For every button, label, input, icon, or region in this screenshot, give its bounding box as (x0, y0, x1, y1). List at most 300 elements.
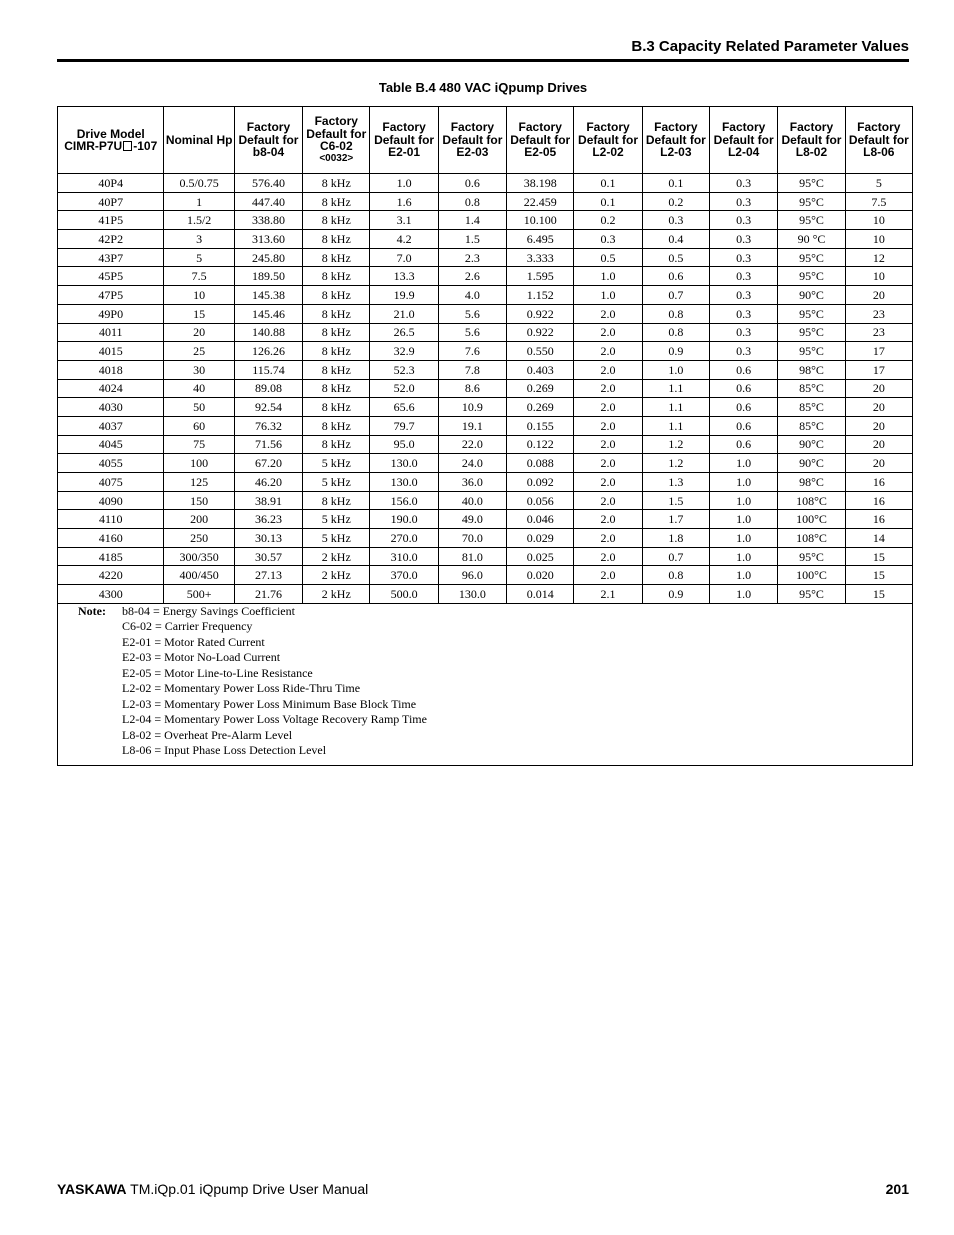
table-cell: 15 (845, 547, 912, 566)
table-cell: 0.7 (642, 286, 709, 305)
header-l2-03: Factory Default for L2-03 (642, 107, 709, 174)
table-cell: 0.5/0.75 (164, 174, 234, 193)
note-line: C6-02 = Carrier Frequency (122, 619, 253, 634)
table-cell: 2.0 (574, 435, 642, 454)
table-cell: 1.2 (642, 454, 709, 473)
table-cell: 4015 (58, 342, 164, 361)
table-cell: 7.5 (845, 192, 912, 211)
table-cell: 95°C (778, 267, 845, 286)
note-line: L2-03 = Momentary Power Loss Minimum Base Block Time (122, 696, 417, 711)
table-cell: 100°C (778, 510, 845, 529)
table-cell: 8 kHz (303, 323, 370, 342)
table-row (58, 435, 913, 454)
note-line: L2-02 = Momentary Power Loss Ride-Thru Time (122, 681, 361, 696)
table-cell: 270.0 (370, 529, 438, 548)
note-line: E2-05 = Motor Line-to-Line Resistance (122, 665, 313, 680)
table-cell: 4090 (58, 491, 164, 510)
table-cell: 1.5 (438, 230, 506, 249)
table-cell: 8 kHz (303, 286, 370, 305)
table-row (58, 211, 913, 230)
table-cell: 0.2 (574, 211, 642, 230)
table-cell: 0.014 (507, 585, 574, 604)
table-row (58, 416, 913, 435)
table-cell: 65.6 (370, 398, 438, 417)
table-cell: 2 kHz (303, 585, 370, 604)
table-cell: 60 (164, 416, 234, 435)
table-cell: 0.3 (710, 342, 778, 361)
table-cell: 0.403 (507, 360, 574, 379)
table-cell: 41P5 (58, 211, 164, 230)
table-cell: 8 kHz (303, 211, 370, 230)
header-drive-model (58, 107, 164, 174)
table-cell: 8 kHz (303, 342, 370, 361)
section-title: B.3 Capacity Related Parameter Values (631, 38, 909, 55)
table-cell: 4037 (58, 416, 164, 435)
table-cell: 200 (164, 510, 234, 529)
table-cell: 24.0 (438, 454, 506, 473)
table-cell: 20 (845, 286, 912, 305)
table-cell: 4160 (58, 529, 164, 548)
table-cell: 38.91 (234, 491, 302, 510)
table-cell: 25 (164, 342, 234, 361)
table-cell: 23 (845, 304, 912, 323)
table-row (58, 379, 913, 398)
table-cell: 1.0 (710, 491, 778, 510)
table-caption: Table B.4 480 VAC iQpump Drives (378, 80, 588, 95)
table-cell: 4300 (58, 585, 164, 604)
table-cell: 8 kHz (303, 360, 370, 379)
table-cell: 96.0 (438, 566, 506, 585)
footer-brand: YASKAWA (57, 1181, 127, 1197)
table-cell: 0.922 (507, 323, 574, 342)
table-cell: 47P5 (58, 286, 164, 305)
table-cell: 1.5 (642, 491, 709, 510)
table-cell: 10 (845, 230, 912, 249)
table-cell: 1.0 (710, 585, 778, 604)
table-cell: 40.0 (438, 491, 506, 510)
table-cell: 5 (845, 174, 912, 193)
table-cell: 90°C (778, 286, 845, 305)
table-header-row (58, 107, 913, 174)
table-cell: 98°C (778, 473, 845, 492)
table-cell: 40 (164, 379, 234, 398)
table-cell: 4220 (58, 566, 164, 585)
table-cell: 245.80 (234, 248, 302, 267)
table-cell: 0.8 (642, 304, 709, 323)
table-cell: 1.0 (710, 529, 778, 548)
header-l2-04: Factory Default for L2-04 (710, 107, 778, 174)
table-cell: 49P0 (58, 304, 164, 323)
header-drive-model-suffix: -107 (133, 139, 158, 153)
table-cell: 0.3 (574, 230, 642, 249)
table-cell: 250 (164, 529, 234, 548)
table-cell: 1.6 (370, 192, 438, 211)
table-cell: 156.0 (370, 491, 438, 510)
table-cell: 0.6 (710, 379, 778, 398)
table-cell: 500.0 (370, 585, 438, 604)
table-row (58, 529, 913, 548)
table-cell: 67.20 (234, 454, 302, 473)
footer-manual-title (57, 1181, 368, 1197)
table-cell: 0.550 (507, 342, 574, 361)
parameter-table (57, 106, 913, 766)
table-cell: 45P5 (58, 267, 164, 286)
footer-page-number: 201 (885, 1181, 909, 1197)
table-cell: 89.08 (234, 379, 302, 398)
table-cell: 1.1 (642, 398, 709, 417)
table-cell: 150 (164, 491, 234, 510)
table-cell: 16 (845, 491, 912, 510)
table-cell: 10.100 (507, 211, 574, 230)
table-cell: 3.333 (507, 248, 574, 267)
table-cell: 2.0 (574, 323, 642, 342)
table-cell: 5.6 (438, 304, 506, 323)
table-cell: 0.3 (642, 211, 709, 230)
table-cell: 7.6 (438, 342, 506, 361)
table-cell: 0.5 (574, 248, 642, 267)
note-line: L2-04 = Momentary Power Loss Voltage Recovery Ramp Time (122, 712, 427, 727)
table-cell: 2.0 (574, 547, 642, 566)
header-e2-03: Factory Default for E2-03 (438, 107, 506, 174)
table-cell: 17 (845, 342, 912, 361)
table-cell: 2.0 (574, 360, 642, 379)
table-cell: 0.269 (507, 379, 574, 398)
table-cell: 8 kHz (303, 248, 370, 267)
table-cell: 52.0 (370, 379, 438, 398)
table-cell: 0.046 (507, 510, 574, 529)
table-cell: 5.6 (438, 323, 506, 342)
table-cell: 447.40 (234, 192, 302, 211)
table-cell: 1.0 (710, 547, 778, 566)
table-cell: 7.0 (370, 248, 438, 267)
table-cell: 95°C (778, 174, 845, 193)
table-cell: 4055 (58, 454, 164, 473)
table-cell: 5 (164, 248, 234, 267)
table-cell: 0.029 (507, 529, 574, 548)
table-cell: 2.0 (574, 510, 642, 529)
table-cell: 36.0 (438, 473, 506, 492)
table-row (58, 360, 913, 379)
table-cell: 115.74 (234, 360, 302, 379)
table-cell: 100 (164, 454, 234, 473)
table-cell: 1.2 (642, 435, 709, 454)
table-cell: 5 kHz (303, 510, 370, 529)
table-cell: 2.0 (574, 416, 642, 435)
table-cell: 71.56 (234, 435, 302, 454)
table-cell: 130.0 (370, 473, 438, 492)
notes-row (58, 603, 913, 765)
table-cell: 130.0 (438, 585, 506, 604)
table-row (58, 230, 913, 249)
table-cell: 38.198 (507, 174, 574, 193)
table-cell: 15 (845, 585, 912, 604)
header-l8-02: Factory Default for L8-02 (778, 107, 845, 174)
note-line: E2-03 = Motor No-Load Current (122, 650, 281, 665)
table-cell: 1.4 (438, 211, 506, 230)
table-cell: 40P4 (58, 174, 164, 193)
table-cell: 0.9 (642, 585, 709, 604)
table-cell: 2 kHz (303, 566, 370, 585)
table-cell: 0.3 (710, 192, 778, 211)
table-cell: 21.76 (234, 585, 302, 604)
header-l8-06: Factory Default for L8-06 (845, 107, 912, 174)
table-row (58, 174, 913, 193)
table-cell: 3 (164, 230, 234, 249)
table-cell: 1.152 (507, 286, 574, 305)
table-row (58, 547, 913, 566)
table-cell: 1.0 (574, 267, 642, 286)
table-cell: 90°C (778, 454, 845, 473)
table-cell: 0.020 (507, 566, 574, 585)
table-cell: 145.38 (234, 286, 302, 305)
table-cell: 0.4 (642, 230, 709, 249)
table-cell: 0.269 (507, 398, 574, 417)
table-cell: 108°C (778, 529, 845, 548)
table-cell: 46.20 (234, 473, 302, 492)
table-cell: 95°C (778, 547, 845, 566)
header-c6-02 (303, 107, 370, 174)
table-cell: 95°C (778, 248, 845, 267)
table-cell: 98°C (778, 360, 845, 379)
table-cell: 0.3 (710, 267, 778, 286)
table-cell: 2.0 (574, 473, 642, 492)
table-cell: 8 kHz (303, 174, 370, 193)
table-row (58, 473, 913, 492)
table-cell: 21.0 (370, 304, 438, 323)
table-cell: 10 (164, 286, 234, 305)
footer-manual-name: TM.iQp.01 iQpump Drive User Manual (126, 1181, 369, 1197)
table-cell: 52.3 (370, 360, 438, 379)
table-cell: 7.8 (438, 360, 506, 379)
table-cell: 2.0 (574, 304, 642, 323)
table-cell: 0.3 (710, 174, 778, 193)
table-cell: 90°C (778, 435, 845, 454)
table-cell: 50 (164, 398, 234, 417)
table-cell: 5 kHz (303, 454, 370, 473)
table-row (58, 304, 913, 323)
table-cell: 338.80 (234, 211, 302, 230)
header-drive-model-line1: Drive Model (76, 126, 145, 141)
table-cell: 0.2 (642, 192, 709, 211)
table-cell: 20 (845, 416, 912, 435)
table-cell: 0.3 (710, 323, 778, 342)
table-cell: 1.1 (642, 416, 709, 435)
table-cell: 4075 (58, 473, 164, 492)
header-nominal-hp: Nominal Hp (164, 107, 234, 174)
table-cell: 10 (845, 211, 912, 230)
table-cell: 2.6 (438, 267, 506, 286)
table-cell: 0.5 (642, 248, 709, 267)
table-cell: 1.7 (642, 510, 709, 529)
table-cell: 0.3 (710, 286, 778, 305)
table-cell: 12 (845, 248, 912, 267)
table-cell: 3.1 (370, 211, 438, 230)
table-cell: 19.9 (370, 286, 438, 305)
table-cell: 43P7 (58, 248, 164, 267)
table-cell: 8 kHz (303, 304, 370, 323)
table-cell: 0.122 (507, 435, 574, 454)
table-cell: 500+ (164, 585, 234, 604)
table-row (58, 566, 913, 585)
table-cell: 42P2 (58, 230, 164, 249)
table-cell: 8.6 (438, 379, 506, 398)
table-cell: 85°C (778, 416, 845, 435)
table-cell: 0.6 (642, 267, 709, 286)
table-cell: 8 kHz (303, 491, 370, 510)
table-cell: 0.1 (642, 174, 709, 193)
table-body (58, 174, 913, 604)
table-cell: 92.54 (234, 398, 302, 417)
table-cell: 0.056 (507, 491, 574, 510)
table-cell: 100°C (778, 566, 845, 585)
notes-block (58, 604, 912, 759)
table-row (58, 510, 913, 529)
table-cell: 95°C (778, 585, 845, 604)
table-cell: 108°C (778, 491, 845, 510)
table-cell: 4185 (58, 547, 164, 566)
table-cell: 0.6 (710, 398, 778, 417)
table-row (58, 585, 913, 604)
table-cell: 70.0 (438, 529, 506, 548)
table-cell: 2.0 (574, 342, 642, 361)
table-cell: 1.0 (574, 286, 642, 305)
table-cell: 23 (845, 323, 912, 342)
table-cell: 17 (845, 360, 912, 379)
notes-list (122, 604, 427, 759)
table-cell: 310.0 (370, 547, 438, 566)
table-cell: 1.0 (710, 566, 778, 585)
table-cell: 2.1 (574, 585, 642, 604)
table-cell: 0.8 (642, 323, 709, 342)
table-cell: 10 (845, 267, 912, 286)
table-cell: 90 °C (778, 230, 845, 249)
table-cell: 7.5 (164, 267, 234, 286)
table-cell: 125 (164, 473, 234, 492)
table-cell: 30 (164, 360, 234, 379)
table-cell: 1.0 (642, 360, 709, 379)
note-line: b8-04 = Energy Savings Coefficient (122, 603, 295, 618)
table-row (58, 454, 913, 473)
table-cell: 8 kHz (303, 379, 370, 398)
notes-label: Note: (78, 603, 106, 618)
table-cell: 14 (845, 529, 912, 548)
table-cell: 0.092 (507, 473, 574, 492)
table-cell: 15 (845, 566, 912, 585)
table-cell: 190.0 (370, 510, 438, 529)
table-cell: 0.8 (438, 192, 506, 211)
header-drive-model-prefix: CIMR-P7U (64, 139, 123, 153)
table-cell: 0.155 (507, 416, 574, 435)
table-cell: 32.9 (370, 342, 438, 361)
table-cell: 40P7 (58, 192, 164, 211)
table-cell: 1.5/2 (164, 211, 234, 230)
table-cell: 300/350 (164, 547, 234, 566)
table-cell: 0.6 (438, 174, 506, 193)
table-cell: 6.495 (507, 230, 574, 249)
table-cell: 2.3 (438, 248, 506, 267)
table-cell: 22.0 (438, 435, 506, 454)
table-cell: 2.0 (574, 491, 642, 510)
header-drive-model-line2 (58, 140, 163, 153)
table-cell: 30.57 (234, 547, 302, 566)
table-cell: 0.6 (710, 360, 778, 379)
table-cell: 1.8 (642, 529, 709, 548)
table-cell: 0.9 (642, 342, 709, 361)
table-row (58, 286, 913, 305)
table-cell: 189.50 (234, 267, 302, 286)
table-cell: 0.6 (710, 416, 778, 435)
table-cell: 1.0 (710, 454, 778, 473)
table-cell: 2.0 (574, 379, 642, 398)
header-c6-02-main: Factory Default for C6-02 (306, 114, 367, 153)
table-cell: 2.0 (574, 529, 642, 548)
table-cell: 19.1 (438, 416, 506, 435)
table-cell: 75 (164, 435, 234, 454)
table-cell: 95°C (778, 342, 845, 361)
table-cell: 0.3 (710, 248, 778, 267)
table-cell: 22.459 (507, 192, 574, 211)
table-cell: 20 (164, 323, 234, 342)
table-cell: 2.0 (574, 566, 642, 585)
header-b8-04: Factory Default for b8-04 (234, 107, 302, 174)
table-cell: 130.0 (370, 454, 438, 473)
table-cell: 10.9 (438, 398, 506, 417)
table-cell: 4030 (58, 398, 164, 417)
table-cell: 30.13 (234, 529, 302, 548)
table-cell: 1 (164, 192, 234, 211)
table-cell: 5 kHz (303, 529, 370, 548)
header-e2-01: Factory Default for E2-01 (370, 107, 438, 174)
table-cell: 76.32 (234, 416, 302, 435)
table-cell: 400/450 (164, 566, 234, 585)
table-cell: 8 kHz (303, 398, 370, 417)
table-cell: 313.60 (234, 230, 302, 249)
table-cell: 81.0 (438, 547, 506, 566)
table-cell: 2.0 (574, 454, 642, 473)
table-cell: 0.025 (507, 547, 574, 566)
table-cell: 13.3 (370, 267, 438, 286)
table-cell: 4.2 (370, 230, 438, 249)
table-cell: 16 (845, 510, 912, 529)
header-c6-02-tag: <0032> (319, 152, 354, 164)
table-row (58, 192, 913, 211)
table-row (58, 398, 913, 417)
table-cell: 36.23 (234, 510, 302, 529)
table-cell: 95°C (778, 211, 845, 230)
table-cell: 0.3 (710, 211, 778, 230)
table-cell: 0.3 (710, 230, 778, 249)
table-cell: 145.46 (234, 304, 302, 323)
table-cell: 0.1 (574, 192, 642, 211)
table-cell: 4018 (58, 360, 164, 379)
table-cell: 0.1 (574, 174, 642, 193)
table-cell: 2 kHz (303, 547, 370, 566)
table-cell: 4.0 (438, 286, 506, 305)
table-cell: 95.0 (370, 435, 438, 454)
header-e2-05: Factory Default for E2-05 (507, 107, 574, 174)
table-cell: 20 (845, 454, 912, 473)
table-cell: 20 (845, 379, 912, 398)
table-cell: 95°C (778, 304, 845, 323)
table-cell: 1.595 (507, 267, 574, 286)
table-cell: 0.088 (507, 454, 574, 473)
table-cell: 1.1 (642, 379, 709, 398)
table-row (58, 323, 913, 342)
table-cell: 8 kHz (303, 435, 370, 454)
table-cell: 0.922 (507, 304, 574, 323)
table-cell: 85°C (778, 398, 845, 417)
table-cell: 1.0 (710, 473, 778, 492)
